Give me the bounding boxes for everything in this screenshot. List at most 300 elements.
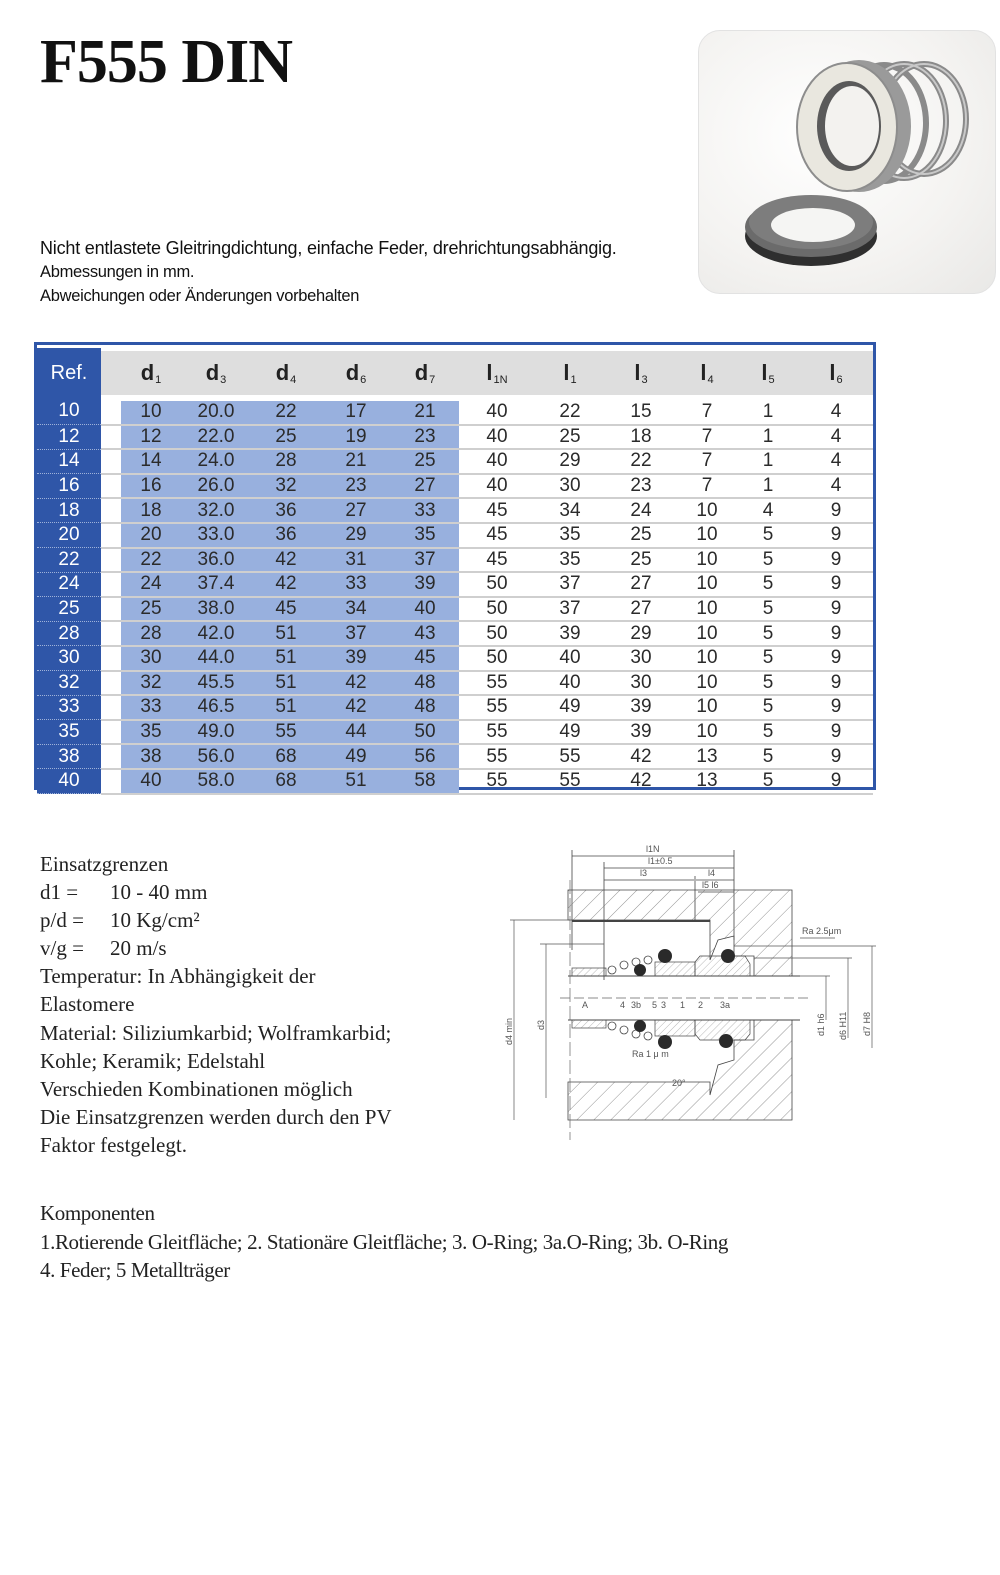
length-cell: 7 — [677, 449, 737, 474]
diameter-cell: 51 — [251, 695, 321, 720]
diameter-cell: 36 — [251, 523, 321, 548]
column-header — [677, 348, 737, 398]
diameter-cell: 20 — [121, 523, 181, 548]
table-row — [37, 398, 873, 425]
seal-cross-section-diagram — [500, 840, 885, 1160]
spacer-cell — [101, 769, 121, 794]
diameter-cell: 39 — [321, 646, 391, 671]
length-cell: 25 — [535, 425, 605, 450]
diameter-cell: 22 — [121, 548, 181, 573]
diameter-cell: 42.0 — [181, 621, 251, 646]
length-cell: 5 — [737, 769, 799, 794]
length-cell: 55 — [535, 769, 605, 794]
dim-d6: d6 H11 — [838, 1011, 848, 1040]
ref-cell: 32 — [37, 671, 101, 696]
dimensions-table — [34, 342, 876, 790]
header-symbol: d — [275, 360, 290, 385]
diameter-cell: 36.0 — [181, 548, 251, 573]
header-subscript: 3 — [220, 374, 227, 386]
dim-d4: d4 min — [504, 1017, 514, 1045]
length-cell: 10 — [677, 523, 737, 548]
ref-cell: 22 — [37, 548, 101, 573]
limit-line: Temperatur: In Abhängigkeit der — [40, 964, 316, 989]
diameter-cell: 58 — [391, 769, 459, 794]
length-cell: 4 — [799, 398, 873, 425]
part-label: 2 — [698, 1000, 704, 1010]
diameter-cell: 24.0 — [181, 449, 251, 474]
diameter-cell: 49.0 — [181, 720, 251, 745]
length-cell: 27 — [605, 597, 677, 622]
diameter-cell: 19 — [321, 425, 391, 450]
length-cell: 5 — [737, 695, 799, 720]
length-cell: 13 — [677, 744, 737, 769]
diameter-cell: 21 — [391, 398, 459, 425]
length-cell: 1 — [737, 425, 799, 450]
dim-l5-l6: l5 l6 — [702, 880, 719, 890]
spacer-cell — [101, 621, 121, 646]
length-cell: 1 — [737, 474, 799, 499]
ref-cell: 40 — [37, 769, 101, 794]
header-subscript: 5 — [768, 374, 775, 386]
part-label: 3a — [720, 1000, 731, 1010]
header-symbol: d — [414, 360, 429, 385]
length-cell: 55 — [459, 695, 535, 720]
diameter-cell: 35 — [121, 720, 181, 745]
header-subscript: 6 — [836, 374, 843, 386]
components-heading: Komponenten — [40, 1201, 155, 1225]
diameter-cell: 32 — [121, 671, 181, 696]
table-row — [37, 720, 873, 745]
length-cell: 13 — [677, 769, 737, 794]
diameter-cell: 12 — [121, 425, 181, 450]
diameter-cell: 51 — [251, 621, 321, 646]
technical-drawing — [500, 840, 885, 1160]
length-cell: 35 — [535, 523, 605, 548]
diameter-cell: 35 — [391, 523, 459, 548]
header-symbol: l — [761, 360, 768, 385]
diameter-cell: 37 — [321, 621, 391, 646]
spacer-cell — [101, 597, 121, 622]
length-cell: 23 — [605, 474, 677, 499]
diameter-cell: 40 — [391, 597, 459, 622]
diameter-cell: 37 — [391, 548, 459, 573]
table-row — [37, 449, 873, 474]
diameter-cell: 37.4 — [181, 572, 251, 597]
length-cell: 30 — [605, 671, 677, 696]
column-header — [535, 348, 605, 398]
intro-text — [40, 236, 617, 308]
length-cell: 15 — [605, 398, 677, 425]
length-cell: 37 — [535, 597, 605, 622]
diameter-cell: 28 — [121, 621, 181, 646]
length-cell: 5 — [737, 572, 799, 597]
header-symbol: l — [700, 360, 707, 385]
length-cell: 5 — [737, 671, 799, 696]
header-symbol: d — [140, 360, 155, 385]
header-subscript: 1 — [155, 374, 162, 386]
diameter-cell: 45 — [391, 646, 459, 671]
header-symbol: l — [829, 360, 836, 385]
table-row — [37, 769, 873, 794]
length-cell: 40 — [535, 646, 605, 671]
length-cell: 42 — [605, 744, 677, 769]
part-label: 5 — [652, 1000, 658, 1010]
column-header — [321, 348, 391, 398]
diameter-cell: 58.0 — [181, 769, 251, 794]
limit-pressure — [40, 906, 392, 934]
length-cell: 50 — [459, 572, 535, 597]
length-cell: 7 — [677, 425, 737, 450]
length-cell: 55 — [459, 769, 535, 794]
length-cell: 5 — [737, 621, 799, 646]
diameter-cell: 32 — [251, 474, 321, 499]
length-cell: 4 — [737, 498, 799, 523]
table-row — [37, 597, 873, 622]
dim-d3: d3 — [536, 1019, 546, 1030]
roughness-top: Ra 2.5μm — [802, 926, 842, 936]
limit-key: d1 = — [40, 880, 79, 905]
limit-key: p/d = — [40, 908, 84, 933]
dim-l4: l4 — [708, 868, 716, 878]
table-row — [37, 572, 873, 597]
length-cell: 10 — [677, 671, 737, 696]
diameter-cell: 14 — [121, 449, 181, 474]
diameter-cell: 46.5 — [181, 695, 251, 720]
limit-line: Kohle; Keramik; Edelstahl — [40, 1048, 266, 1073]
diameter-cell: 31 — [321, 548, 391, 573]
diameter-cell: 51 — [251, 671, 321, 696]
length-cell: 9 — [799, 572, 873, 597]
ref-cell: 10 — [37, 398, 101, 425]
length-cell: 10 — [677, 597, 737, 622]
diameter-cell: 45 — [251, 597, 321, 622]
table-row — [37, 695, 873, 720]
diameter-cell: 27 — [321, 498, 391, 523]
length-cell: 45 — [459, 498, 535, 523]
length-cell: 27 — [605, 572, 677, 597]
ref-cell: 20 — [37, 523, 101, 548]
diameter-cell: 39 — [391, 572, 459, 597]
components-section — [40, 1199, 728, 1285]
length-cell: 7 — [677, 474, 737, 499]
length-cell: 49 — [535, 720, 605, 745]
diameter-cell: 27 — [391, 474, 459, 499]
diameter-cell: 44.0 — [181, 646, 251, 671]
spacer-cell — [101, 646, 121, 671]
table-row — [37, 425, 873, 450]
limit-key: v/g = — [40, 936, 84, 961]
diameter-cell: 25 — [391, 449, 459, 474]
spacer-cell — [101, 548, 121, 573]
diameter-cell: 33 — [121, 695, 181, 720]
length-cell: 9 — [799, 720, 873, 745]
length-cell: 30 — [605, 646, 677, 671]
length-cell: 10 — [677, 572, 737, 597]
ref-cell: 28 — [37, 621, 101, 646]
length-cell: 50 — [459, 597, 535, 622]
diameter-cell: 68 — [251, 744, 321, 769]
components-line: 4. Feder; 5 Metallträger — [40, 1258, 230, 1282]
diameter-cell: 25 — [121, 597, 181, 622]
limit-line: Verschieden Kombinationen möglich — [40, 1076, 353, 1101]
length-cell: 50 — [459, 621, 535, 646]
ref-cell: 25 — [37, 597, 101, 622]
length-cell: 40 — [535, 671, 605, 696]
dim-l3: l3 — [640, 868, 648, 878]
length-cell: 45 — [459, 548, 535, 573]
header-subscript: 4 — [707, 374, 714, 386]
header-symbol: l — [634, 360, 641, 385]
length-cell: 9 — [799, 646, 873, 671]
limit-line: Material: Siliziumkarbid; Wolframkarbid; — [40, 1020, 392, 1045]
diameter-cell: 42 — [251, 572, 321, 597]
length-cell: 18 — [605, 425, 677, 450]
diameter-cell: 20.0 — [181, 398, 251, 425]
length-cell: 29 — [605, 621, 677, 646]
table-row — [37, 548, 873, 573]
ref-cell: 16 — [37, 474, 101, 499]
intro-disclaimer: Abweichungen oder Änderungen vorbehalten — [40, 287, 360, 305]
length-cell: 45 — [459, 523, 535, 548]
length-cell: 5 — [737, 597, 799, 622]
diameter-cell: 68 — [251, 769, 321, 794]
diameter-cell: 43 — [391, 621, 459, 646]
length-cell: 49 — [535, 695, 605, 720]
length-cell: 29 — [535, 449, 605, 474]
diameter-cell: 48 — [391, 695, 459, 720]
diameter-cell: 30 — [121, 646, 181, 671]
length-cell: 1 — [737, 398, 799, 425]
diameter-cell: 22.0 — [181, 425, 251, 450]
diameter-cell: 49 — [321, 744, 391, 769]
length-cell: 22 — [535, 398, 605, 425]
limit-value: 10 Kg/cm² — [110, 908, 200, 933]
table-header-row — [37, 348, 873, 398]
length-cell: 35 — [535, 548, 605, 573]
length-cell: 10 — [677, 695, 737, 720]
diameter-cell: 23 — [321, 474, 391, 499]
part-label: 1 — [680, 1000, 686, 1010]
length-cell: 24 — [605, 498, 677, 523]
diameter-cell: 10 — [121, 398, 181, 425]
column-header — [799, 348, 873, 398]
ref-cell: 14 — [37, 449, 101, 474]
column-header — [181, 348, 251, 398]
spacer-cell — [101, 671, 121, 696]
length-cell: 4 — [799, 474, 873, 499]
dim-d7: d7 H8 — [862, 1011, 872, 1036]
diameter-cell: 25 — [251, 425, 321, 450]
table-row — [37, 744, 873, 769]
length-cell: 9 — [799, 695, 873, 720]
length-cell: 9 — [799, 597, 873, 622]
diameter-cell: 38 — [121, 744, 181, 769]
header-symbol: d — [205, 360, 220, 385]
spacer-cell — [101, 498, 121, 523]
diameter-cell: 24 — [121, 572, 181, 597]
part-label: A — [582, 1000, 589, 1010]
length-cell: 10 — [677, 621, 737, 646]
spacer-cell — [101, 744, 121, 769]
length-cell: 55 — [459, 720, 535, 745]
limit-d1 — [40, 878, 392, 906]
length-cell: 55 — [459, 744, 535, 769]
length-cell: 5 — [737, 523, 799, 548]
table-row — [37, 646, 873, 671]
diameter-cell: 51 — [321, 769, 391, 794]
part-label: 3b — [631, 1000, 642, 1010]
dim-l1: l1±0.5 — [648, 856, 673, 866]
length-cell: 5 — [737, 646, 799, 671]
diameter-cell: 28 — [251, 449, 321, 474]
length-cell: 4 — [799, 449, 873, 474]
angle-label: 20° — [672, 1078, 686, 1088]
diameter-cell: 26.0 — [181, 474, 251, 499]
length-cell: 30 — [535, 474, 605, 499]
page-title: F555 DIN — [40, 28, 293, 96]
diameter-cell: 33 — [391, 498, 459, 523]
header-subscript: 7 — [429, 374, 436, 386]
table-row — [37, 498, 873, 523]
length-cell: 39 — [535, 621, 605, 646]
column-header — [459, 348, 535, 398]
length-cell: 9 — [799, 523, 873, 548]
diameter-cell: 17 — [321, 398, 391, 425]
spacer-cell — [101, 572, 121, 597]
diameter-cell: 42 — [321, 671, 391, 696]
spacer-cell — [101, 695, 121, 720]
spacer-cell — [101, 398, 121, 425]
ref-cell: 35 — [37, 720, 101, 745]
length-cell: 5 — [737, 720, 799, 745]
diameter-cell: 16 — [121, 474, 181, 499]
length-cell: 55 — [535, 744, 605, 769]
length-cell: 10 — [677, 720, 737, 745]
diameter-cell: 56 — [391, 744, 459, 769]
ref-cell: 24 — [37, 572, 101, 597]
part-label: 4 — [620, 1000, 626, 1010]
part-labels — [582, 1000, 730, 1010]
length-cell: 5 — [737, 744, 799, 769]
length-cell: 40 — [459, 449, 535, 474]
diameter-cell: 33 — [321, 572, 391, 597]
header-subscript: 3 — [641, 374, 648, 386]
length-cell: 25 — [605, 523, 677, 548]
limits-heading: Einsatzgrenzen — [40, 852, 169, 876]
length-cell: 34 — [535, 498, 605, 523]
diameter-cell: 34 — [321, 597, 391, 622]
header-spacer — [101, 348, 121, 398]
length-cell: 40 — [459, 474, 535, 499]
length-cell: 42 — [605, 769, 677, 794]
column-header — [605, 348, 677, 398]
column-header — [391, 348, 459, 398]
components-line: 1.Rotierende Gleitfläche; 2. Stationäre Gleitfläche; 3. O-Ring; 3a.O-Ring; 3b. O-Ring — [40, 1229, 728, 1254]
diameter-cell: 48 — [391, 671, 459, 696]
diameter-cell: 42 — [251, 548, 321, 573]
length-cell: 39 — [605, 720, 677, 745]
length-cell: 37 — [535, 572, 605, 597]
limit-speed — [40, 934, 392, 962]
diameter-cell: 29 — [321, 523, 391, 548]
header-symbol: l — [486, 360, 493, 385]
length-cell: 40 — [459, 398, 535, 425]
header-subscript: 1N — [493, 374, 508, 386]
ref-cell: 12 — [37, 425, 101, 450]
header-subscript: 1 — [570, 374, 577, 386]
intro-units: Abmessungen in mm. — [40, 263, 195, 281]
limit-line: Faktor festgelegt. — [40, 1132, 187, 1157]
diameter-cell: 32.0 — [181, 498, 251, 523]
length-cell: 9 — [799, 744, 873, 769]
diameter-cell: 51 — [251, 646, 321, 671]
length-cell: 1 — [737, 449, 799, 474]
length-cell: 7 — [677, 398, 737, 425]
diameter-cell: 42 — [321, 695, 391, 720]
length-cell: 9 — [799, 548, 873, 573]
length-cell: 10 — [677, 646, 737, 671]
length-cell: 9 — [799, 769, 873, 794]
diameter-cell: 22 — [251, 398, 321, 425]
ref-cell: 33 — [37, 695, 101, 720]
diameter-cell: 33.0 — [181, 523, 251, 548]
dim-d1: d1 h6 — [816, 1013, 826, 1036]
diameter-cell: 56.0 — [181, 744, 251, 769]
spacer-cell — [101, 425, 121, 450]
spacer-cell — [101, 523, 121, 548]
diameter-cell: 23 — [391, 425, 459, 450]
intro-description: Nicht entlastete Gleitringdichtung, einfache Feder, drehrichtungsabhängig. — [40, 238, 617, 258]
length-cell: 9 — [799, 671, 873, 696]
diameter-cell: 21 — [321, 449, 391, 474]
header-subscript: 4 — [290, 374, 297, 386]
dim-l1n: l1N — [646, 844, 660, 854]
ref-cell: 18 — [37, 498, 101, 523]
operating-limits — [40, 850, 392, 1159]
length-cell: 50 — [459, 646, 535, 671]
column-header — [737, 348, 799, 398]
diameter-cell: 38.0 — [181, 597, 251, 622]
column-header-ref — [37, 348, 101, 398]
length-cell: 39 — [605, 695, 677, 720]
length-cell: 22 — [605, 449, 677, 474]
diameter-cell: 44 — [321, 720, 391, 745]
length-cell: 9 — [799, 498, 873, 523]
limit-value: 20 m/s — [110, 936, 167, 961]
table-row — [37, 621, 873, 646]
diameter-cell: 40 — [121, 769, 181, 794]
length-cell: 55 — [459, 671, 535, 696]
spacer-cell — [101, 449, 121, 474]
diameter-cell: 45.5 — [181, 671, 251, 696]
ref-cell: 38 — [37, 744, 101, 769]
length-cell: 40 — [459, 425, 535, 450]
length-cell: 10 — [677, 498, 737, 523]
spacer-cell — [101, 474, 121, 499]
roughness-bottom: Ra 1 μ m — [632, 1049, 669, 1059]
length-cell: 4 — [799, 425, 873, 450]
limit-line: Die Einsatzgrenzen werden durch den PV — [40, 1104, 392, 1129]
table-row — [37, 523, 873, 548]
header-symbol: d — [345, 360, 360, 385]
product-photo — [698, 30, 996, 294]
mechanical-seal-photo-icon — [699, 31, 995, 293]
diameter-cell: 36 — [251, 498, 321, 523]
length-cell: 10 — [677, 548, 737, 573]
length-cell: 5 — [737, 548, 799, 573]
limit-value: 10 - 40 mm — [110, 880, 208, 905]
length-cell: 25 — [605, 548, 677, 573]
